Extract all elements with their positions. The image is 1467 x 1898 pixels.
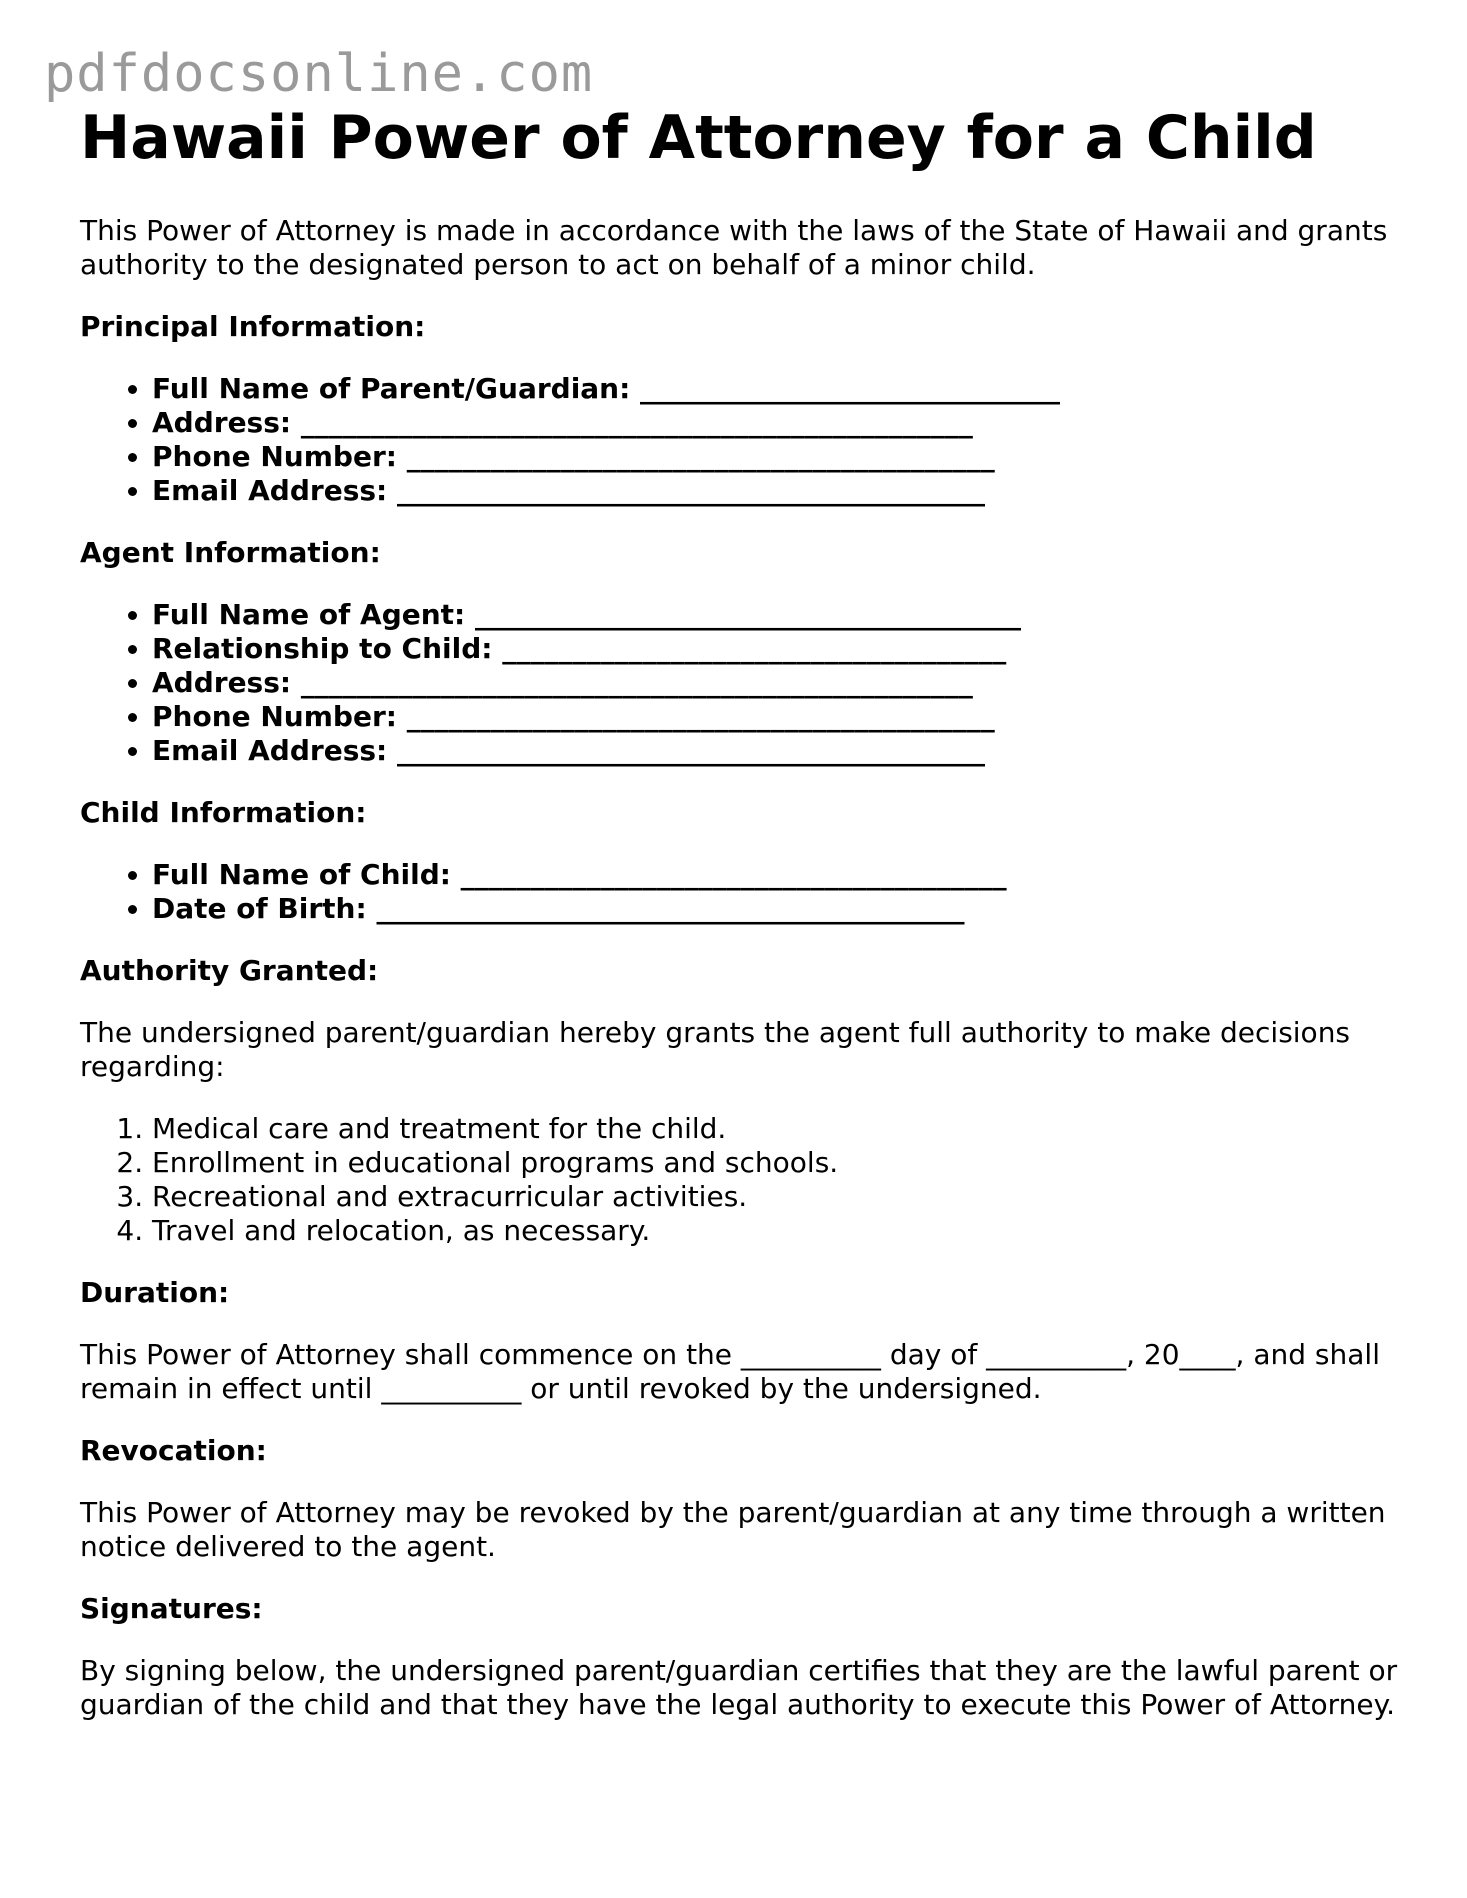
signatures-heading: Signatures: (80, 1592, 263, 1625)
child-heading: Child Information: (80, 796, 367, 829)
document-title: Hawaii Power of Attorney for a Child (80, 103, 1317, 173)
child-field-list (80, 858, 1400, 926)
agent-heading: Agent Information: (80, 536, 381, 569)
principal-address-field: • Address: ________________________________________________ (152, 406, 1400, 440)
duration-paragraph: This Power of Attorney shall commence on the __________ day of __________, 20____, and shall remain in effect until __________ or until revoked by the undersigned. (80, 1338, 1380, 1405)
agent-relationship-field: • Relationship to Child: ____________________________________ (152, 632, 1400, 666)
principal-email-field: • Email Address: __________________________________________ (152, 474, 1400, 508)
revocation-paragraph: This Power of Attorney may be revoked by the parent/guardian at any time through a written notice delivered to the agent. (80, 1496, 1386, 1563)
duration-heading: Duration: (80, 1276, 230, 1309)
authority-paragraph: The undersigned parent/guardian hereby grants the agent full authority to make decisions regarding: (80, 1016, 1351, 1083)
revocation-heading: Revocation: (80, 1434, 267, 1467)
agent-email-field: • Email Address: __________________________________________ (152, 734, 1400, 768)
child-name-field: • Full Name of Child: _______________________________________ (152, 858, 1400, 892)
authority-item: 4. Travel and relocation, as necessary. (152, 1214, 1400, 1248)
authority-item: 2. Enrollment in educational programs and schools. (152, 1146, 1400, 1180)
document-body (80, 98, 1400, 1722)
agent-name-field: • Full Name of Agent: _______________________________________ (152, 598, 1400, 632)
watermark: pdfdocsonline.com (44, 44, 594, 104)
agent-field-list (80, 598, 1400, 768)
principal-heading: Principal Information: (80, 310, 426, 343)
authority-list (80, 1112, 1400, 1248)
agent-phone-field: • Phone Number: __________________________________________ (152, 700, 1400, 734)
authority-item: 1. Medical care and treatment for the child. (152, 1112, 1400, 1146)
principal-field-list (80, 372, 1400, 508)
intro-paragraph: This Power of Attorney is made in accordance with the laws of the State of Hawaii and grants authority to the designated person to act on behalf of a minor child. (80, 214, 1388, 281)
agent-address-field: • Address: ________________________________________________ (152, 666, 1400, 700)
principal-name-field: • Full Name of Parent/Guardian: ______________________________ (152, 372, 1400, 406)
signatures-paragraph: By signing below, the undersigned parent/guardian certifies that they are the lawful parent or guardian of the child and that they have the legal authority to execute this Power of Attorney. (80, 1654, 1398, 1721)
child-dob-field: • Date of Birth: __________________________________________ (152, 892, 1400, 926)
authority-heading: Authority Granted: (80, 954, 379, 987)
authority-item: 3. Recreational and extracurricular activities. (152, 1180, 1400, 1214)
principal-phone-field: • Phone Number: __________________________________________ (152, 440, 1400, 474)
